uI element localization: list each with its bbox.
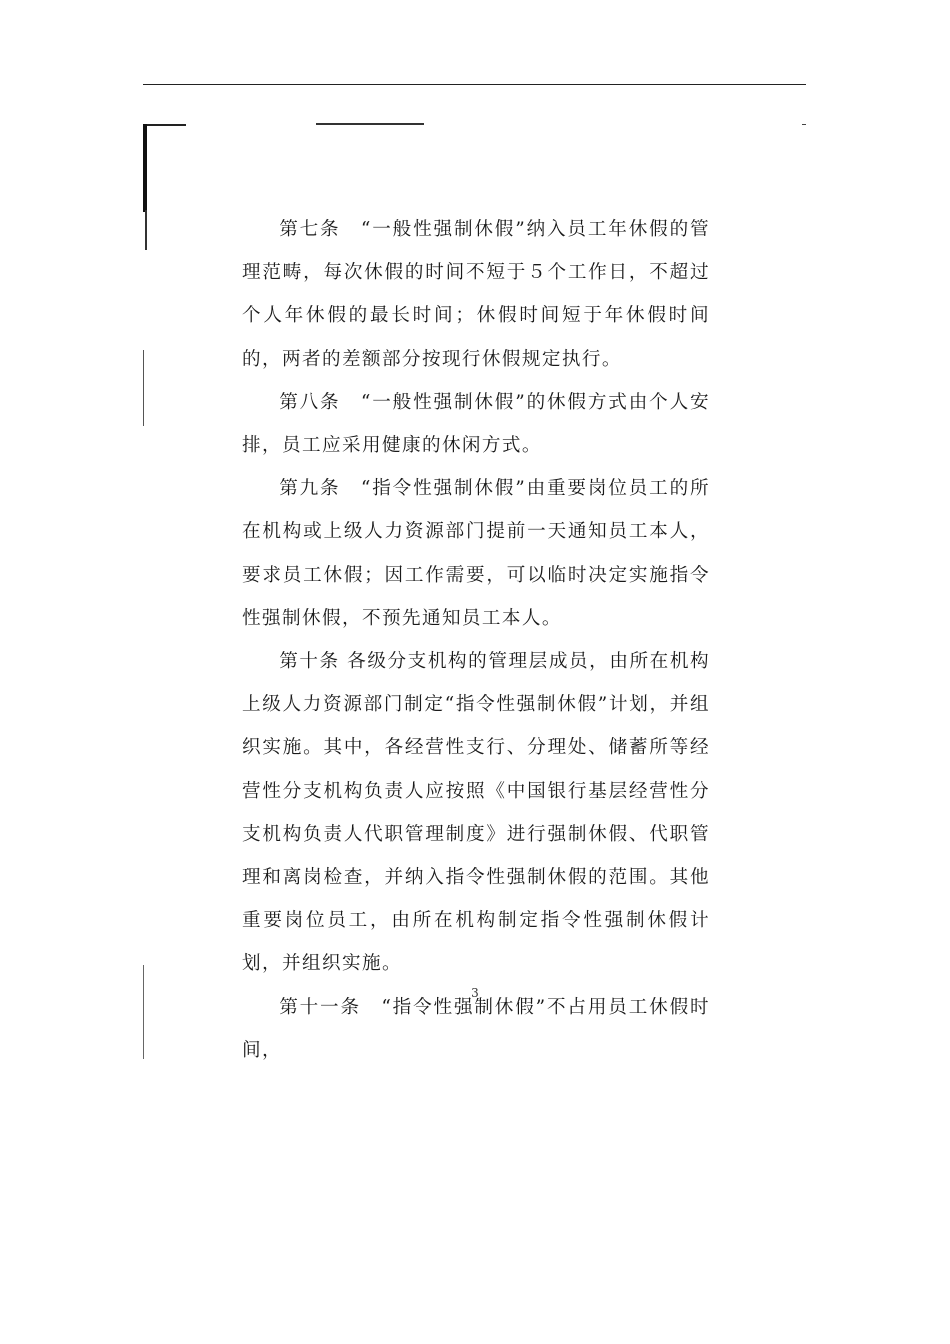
document-body (242, 208, 710, 1072)
scan-artifact-mark (802, 124, 806, 125)
article-9-paragraph: 第九条 “指令性强制休假”由重要岗位员工的所在机构或上级人力资源部门提前一天通知员工本人，要求员工休假；因工作需要，可以临时决定实施指令性强制休假，不预先通知员工本人。 (242, 478, 710, 629)
scan-artifact-mark (316, 123, 424, 125)
article-7-paragraph: 第七条 “一般性强制休假”纳入员工年休假的管理范畴，每次休假的时间不短于５个工作日，不超过个人年休假的最长时间；休假时间短于年休假时间的，两者的差额部分按现行休假规定执行。 (242, 219, 710, 370)
article-11-paragraph: 第十一条 “指令性强制休假”不占用员工休假时间， (242, 996, 710, 1061)
scan-artifact-edge (143, 965, 144, 1059)
article-8-paragraph: 第八条 “一般性强制休假”的休假方式由个人安排，员工应采用健康的休闲方式。 (242, 391, 710, 457)
scan-artifact-edge (143, 124, 147, 212)
page-number: 3 (471, 986, 479, 1000)
header-rule (143, 84, 806, 85)
scan-artifact-edge (143, 350, 144, 426)
article-10-paragraph: 第十条 各级分支机构的管理层成员，由所在机构上级人力资源部门制定“指令性强制休假”计划，并组织实施。其中，各经营性支行、分理处、储蓄所等经营性分支机构负责人应按照《中国银行基层经营性分支机构负责人代职管理制度》进行强制休假、代职管理和离岗检查，并纳入指令性强制休假的范围。其他重要岗位员工，由所在机构制定指令性强制休假计划，并组织实施。 (242, 651, 710, 975)
scan-artifact-mark (144, 124, 186, 126)
scan-artifact-edge (145, 210, 147, 250)
